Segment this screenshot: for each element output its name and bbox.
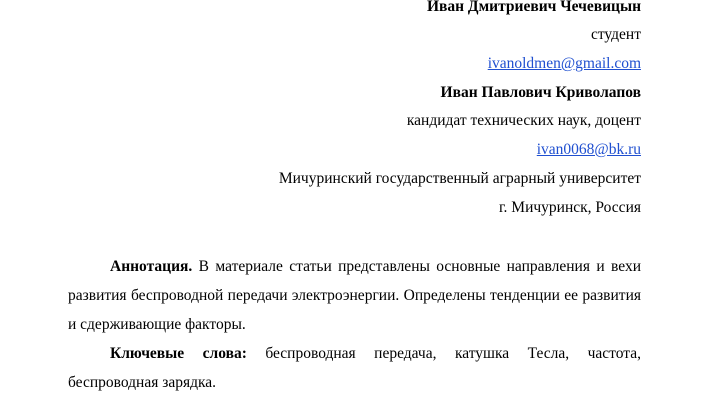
author-2-name: Иван Павлович Криволапов [440,84,641,101]
abstract-label: Аннотация. [110,258,193,275]
affiliation-city: г. Мичуринск, Россия [498,199,641,216]
author-2-title: кандидат технических наук, доцент [406,112,641,129]
keywords-paragraph [68,339,641,397]
keywords-text: беспроводная передача, катушка Тесла, частота, беспроводная зарядка. [68,345,642,391]
author-1-email-link[interactable]: ivanoldmen@gmail.com [487,55,641,72]
author-1-title: студент [590,26,641,43]
affiliation-organization: Мичуринский государственный аграрный университет [278,170,641,187]
abstract-text: В материале статьи представлены основные направления и вехи развития беспроводной передачи электроэнергии. Определены тенденции ее развития и сдерживающие факторы. [68,258,641,333]
abstract-paragraph [68,252,641,339]
author-1-name: Иван Дмитриевич Чечевицын [426,0,641,15]
keywords-label: Ключевые слова: [110,345,247,362]
author-2-email-link[interactable]: ivan0068@bk.ru [536,141,641,158]
